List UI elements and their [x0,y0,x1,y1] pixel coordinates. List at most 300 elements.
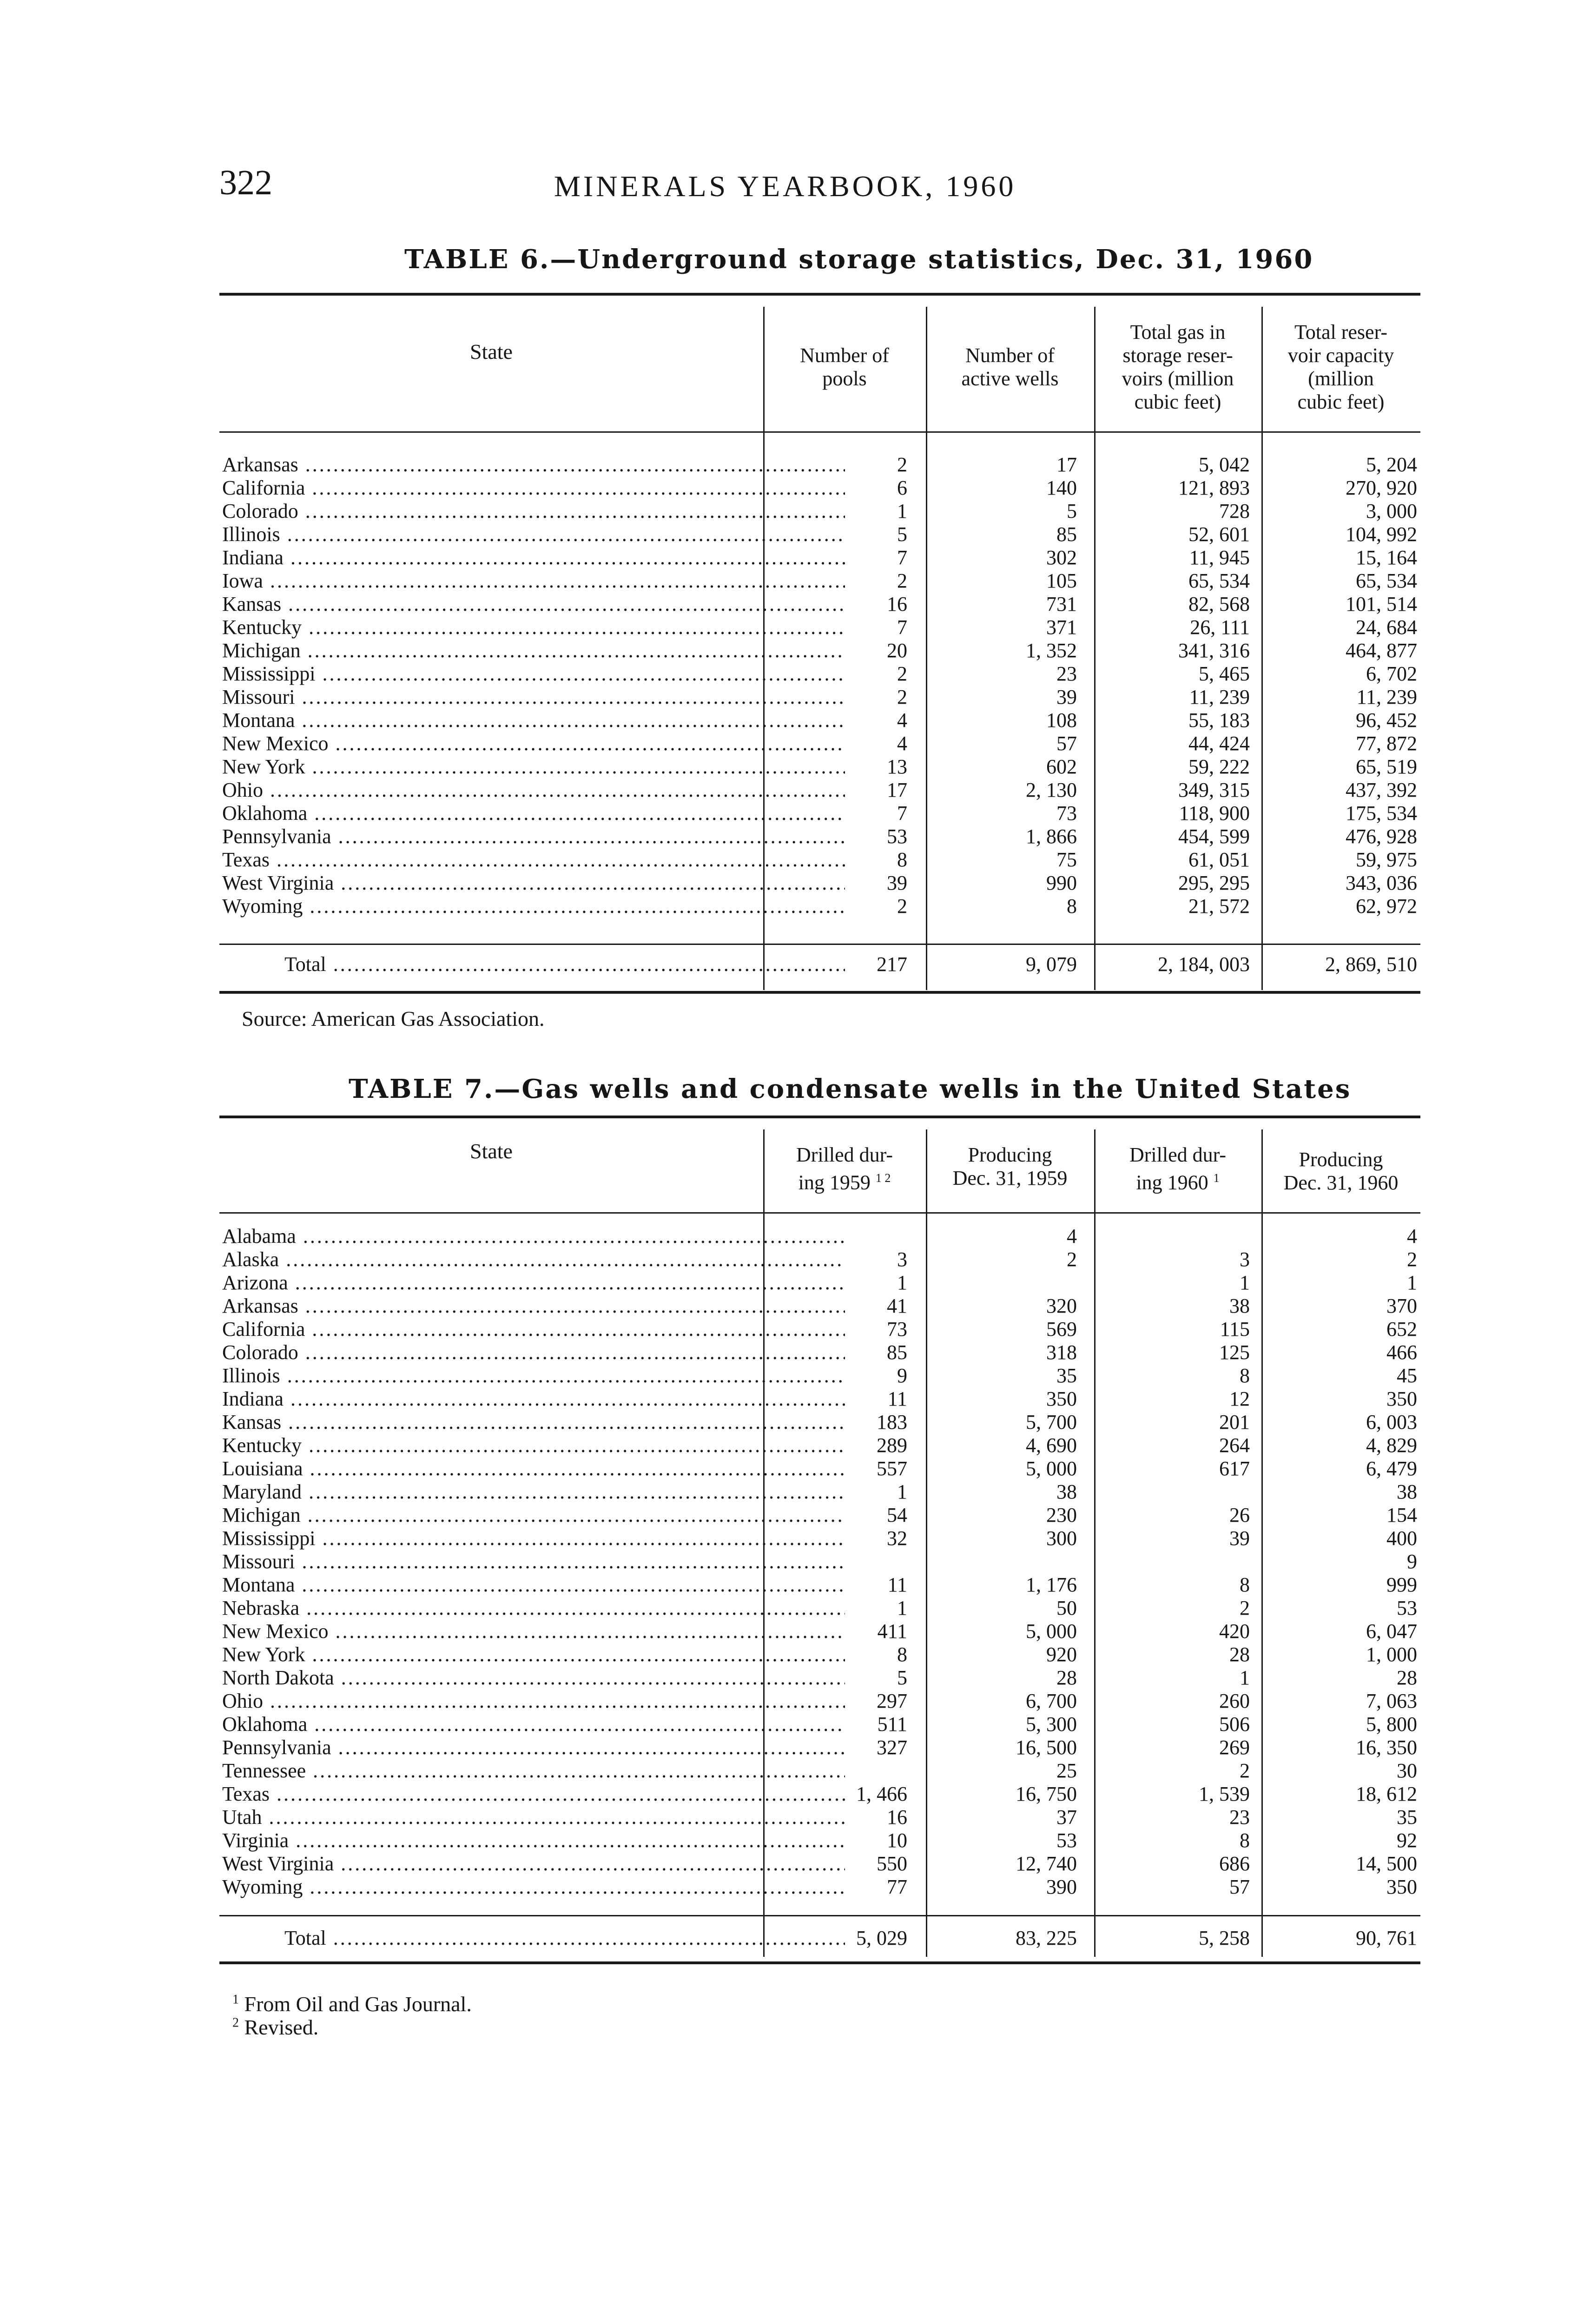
table-cell: 2 [897,569,907,592]
table-cell: 77 [887,1875,907,1898]
table-cell: 731 [1046,593,1077,615]
table-row [219,1736,1420,1759]
table-cell: 437, 392 [1346,779,1417,801]
header-line: active wells [961,367,1059,390]
state-name: Montana ..... [222,1573,845,1597]
state-name: Mississippi ..... [222,662,845,686]
table7-header-drilled-1960 [1094,1143,1261,1195]
table6-header-rule [219,431,1420,433]
table-cell: 6, 700 [1026,1690,1077,1712]
table-cell: 5, 042 [1199,453,1250,476]
table-cell: 59, 975 [1356,848,1417,871]
table-cell: 65, 534 [1356,569,1417,592]
table-cell: 728 [1219,500,1250,522]
table-cell: 8 [1240,1829,1250,1852]
header-line: Producing [968,1143,1052,1166]
state-name: Kansas ..... [222,593,845,616]
table-cell: 550 [877,1852,907,1875]
table-cell: 6, 479 [1366,1457,1417,1480]
table6-header-capacity [1261,321,1420,414]
header-line: (million [1308,367,1374,390]
table-cell: 39 [1056,686,1077,708]
table-cell: 5 [897,1666,907,1689]
footnote-1 [232,1992,472,2016]
table-cell: 2 [1240,1597,1250,1619]
table-row [219,1411,1420,1434]
table-cell: 14, 500 [1356,1852,1417,1875]
table-row [219,476,1420,500]
state-name: Oklahoma ..... [222,1713,845,1736]
state-name: Kentucky ..... [222,616,845,639]
total-cell: 90, 761 [1356,1927,1417,1949]
table-cell: 8 [897,1643,907,1666]
table-cell: 1 [1240,1666,1250,1689]
state-name: New Mexico ..... [222,732,845,755]
table-row [219,755,1420,779]
total-cell: 2, 184, 003 [1158,953,1250,976]
table-cell: 16, 750 [1016,1783,1077,1805]
table-cell: 59, 222 [1188,755,1250,778]
table-cell: 1, 352 [1026,639,1077,662]
table-cell: 476, 928 [1346,825,1417,848]
header-line: Producing [1299,1148,1383,1171]
table-cell: 23 [1056,662,1077,685]
table-cell: 999 [1386,1573,1417,1596]
table-cell: 41 [887,1294,907,1317]
table-cell: 73 [1056,802,1077,825]
table-row [219,1713,1420,1736]
table-cell: 52, 601 [1188,523,1250,546]
table-cell: 85 [1056,523,1077,546]
table-cell: 4 [1407,1225,1417,1248]
table7-header-drilled-1959 [763,1143,926,1195]
table-cell: 569 [1046,1318,1077,1340]
table-cell: 101, 514 [1346,593,1417,615]
table-cell: 5 [1067,500,1077,522]
state-name: Texas ..... [222,1783,845,1806]
table-cell: 2 [897,453,907,476]
table-cell: 920 [1046,1643,1077,1666]
table-cell: 5 [897,523,907,546]
table-cell: 390 [1046,1875,1077,1898]
table-cell: 411 [877,1620,907,1643]
table-cell: 297 [877,1690,907,1712]
table-row [219,1829,1420,1852]
state-name: Arkansas ..... [222,1294,845,1318]
table-cell: 7, 063 [1366,1690,1417,1712]
table-cell: 6 [897,476,907,499]
table-cell: 20 [887,639,907,662]
table-row [219,1341,1420,1364]
table-row [219,1387,1420,1411]
header-line: Total reser- [1294,321,1388,343]
table-cell: 44, 424 [1188,732,1250,755]
table-cell: 105 [1046,569,1077,592]
state-name: West Virginia ..... [222,872,845,895]
table-cell: 343, 036 [1346,872,1417,894]
table-cell: 65, 534 [1188,569,1250,592]
table-cell: 350 [1386,1387,1417,1410]
table-cell: 39 [1229,1527,1250,1550]
table-cell: 1, 539 [1199,1783,1250,1805]
table-cell: 289 [877,1434,907,1457]
state-name: Ohio ..... [222,779,845,802]
table-cell: 11, 239 [1356,686,1417,708]
state-name: Arkansas ..... [222,453,845,476]
table-cell: 349, 315 [1178,779,1250,801]
running-title: MINERALS YEARBOOK, 1960 [554,170,1016,203]
state-name: Texas ..... [222,848,845,872]
page-number: 322 [219,163,272,202]
table-row [219,1759,1420,1783]
table-cell: 2 [897,662,907,685]
table-row [219,1318,1420,1341]
state-name: Wyoming ..... [222,1875,845,1899]
table-cell: 1, 176 [1026,1573,1077,1596]
table-cell: 77, 872 [1356,732,1417,755]
header-line: pools [822,367,867,390]
table-cell: 400 [1386,1527,1417,1550]
table-cell: 50 [1056,1597,1077,1619]
table-cell: 26 [1229,1504,1250,1526]
table-cell: 269 [1219,1736,1250,1759]
state-name: Wyoming ..... [222,895,845,918]
state-name: Colorado ..... [222,500,845,523]
total-label: Total ..... [284,953,845,976]
footnote-text: Revised. [244,2015,319,2039]
table-cell: 73 [887,1318,907,1340]
state-name: Utah ..... [222,1806,845,1829]
table-cell: 6, 702 [1366,662,1417,685]
table7 [219,1116,1420,1975]
state-name: Tennessee ..... [222,1759,845,1783]
state-name: Michigan ..... [222,1504,845,1527]
table6-header-wells [926,344,1094,390]
table-cell: 371 [1046,616,1077,639]
table-cell: 38 [1056,1480,1077,1503]
table-cell: 16, 350 [1356,1736,1417,1759]
state-name: Illinois ..... [222,1364,845,1387]
table-row [219,1434,1420,1457]
table6-header-pools [763,344,926,390]
table6-total-row [219,953,1420,976]
table7-header-producing-1960 [1261,1148,1420,1195]
table7-header-rule [219,1212,1420,1214]
table-cell: 2 [1407,1248,1417,1271]
table-cell: 617 [1219,1457,1250,1480]
state-name: Iowa ..... [222,569,845,593]
footnote-marker: 1 [1213,1171,1220,1185]
table-cell: 140 [1046,476,1077,499]
table7-top-rule [219,1116,1420,1118]
table-row [219,453,1420,476]
table7-bottom-rule [219,1961,1420,1964]
table-cell: 38 [1397,1480,1417,1503]
table-cell: 8 [1240,1364,1250,1387]
table-cell: 12, 740 [1016,1852,1077,1875]
table-row [219,802,1420,825]
state-name: Louisiana ..... [222,1457,845,1480]
table-row [219,1620,1420,1643]
table-cell: 1, 866 [1026,825,1077,848]
table-cell: 341, 316 [1178,639,1250,662]
table-cell: 85 [887,1341,907,1364]
table-cell: 54 [887,1504,907,1526]
table-cell: 16, 500 [1016,1736,1077,1759]
total-cell: 217 [877,953,907,976]
header-line: voir capacity [1287,344,1394,367]
table-cell: 990 [1046,872,1077,894]
table7-title: TABLE 7.—Gas wells and condensate wells in the United States [349,1074,1352,1104]
header-line: storage reser- [1122,344,1233,367]
table-cell: 1 [1407,1271,1417,1294]
table-cell: 5, 465 [1199,662,1250,685]
table-cell: 5, 700 [1026,1411,1077,1433]
table-cell: 686 [1219,1852,1250,1875]
table-cell: 17 [1056,453,1077,476]
table-row [219,546,1420,569]
table-cell: 1 [1240,1271,1250,1294]
table-cell: 4 [897,709,907,732]
table-cell: 264 [1219,1434,1250,1457]
table-row [219,1248,1420,1271]
table-cell: 3, 000 [1366,500,1417,522]
table-row [219,523,1420,546]
table-row [219,500,1420,523]
table-cell: 9 [897,1364,907,1387]
table-cell: 327 [877,1736,907,1759]
table-cell: 7 [897,546,907,569]
table-cell: 9 [1407,1550,1417,1573]
header-text: ing 1959 [798,1171,871,1194]
table-cell: 4 [1067,1225,1077,1248]
state-name: Nebraska ..... [222,1597,845,1620]
state-name: Pennsylvania ..... [222,1736,845,1759]
table-cell: 320 [1046,1294,1077,1317]
table-row [219,1806,1420,1829]
total-cell: 5, 029 [856,1927,907,1949]
header-line: Drilled dur- [1129,1143,1227,1166]
table-cell: 11, 239 [1189,686,1250,708]
table-row [219,593,1420,616]
table-cell: 466 [1386,1341,1417,1364]
table-cell: 37 [1056,1806,1077,1829]
table-row [219,1504,1420,1527]
table-cell: 183 [877,1411,907,1433]
table-cell: 464, 877 [1346,639,1417,662]
table-row [219,779,1420,802]
table-cell: 7 [897,802,907,825]
state-name: Alaska ..... [222,1248,845,1271]
table-cell: 175, 534 [1346,802,1417,825]
table-cell: 21, 572 [1188,895,1250,918]
table-row [219,1294,1420,1318]
table-cell: 12 [1229,1387,1250,1410]
table-cell: 2 [897,895,907,918]
table-cell: 65, 519 [1356,755,1417,778]
table6-header-gas [1094,321,1261,414]
table-cell: 4, 690 [1026,1434,1077,1457]
table-cell: 1 [897,1480,907,1503]
table-cell: 201 [1219,1411,1250,1433]
table-cell: 23 [1229,1806,1250,1829]
table-cell: 35 [1056,1364,1077,1387]
table-cell: 7 [897,616,907,639]
total-cell: 2, 869, 510 [1325,953,1417,976]
table-row [219,1643,1420,1666]
table-cell: 5, 000 [1026,1457,1077,1480]
table-row [219,709,1420,732]
table-cell: 2 [897,686,907,708]
table-cell: 370 [1386,1294,1417,1317]
table-cell: 3 [897,1248,907,1271]
table-cell: 28 [1397,1666,1417,1689]
table-row [219,616,1420,639]
table-cell: 230 [1046,1504,1077,1526]
table-cell: 454, 599 [1178,825,1250,848]
table-row [219,1573,1420,1597]
table-cell: 57 [1229,1875,1250,1898]
state-name: Montana ..... [222,709,845,732]
table7-header-state: State [470,1139,513,1163]
state-name: New York ..... [222,755,845,779]
table-cell: 5, 000 [1026,1620,1077,1643]
table-cell: 5, 204 [1366,453,1417,476]
table-row [219,1783,1420,1806]
footnote-2 [232,2015,318,2040]
state-name: New Mexico ..... [222,1620,845,1643]
state-name: Oklahoma ..... [222,802,845,825]
table-cell: 6, 047 [1366,1620,1417,1643]
table-cell: 28 [1056,1666,1077,1689]
table-cell: 3 [1240,1248,1250,1271]
table-cell: 4 [897,732,907,755]
table-cell: 92 [1397,1829,1417,1852]
table-cell: 55, 183 [1188,709,1250,732]
table6 [219,293,1420,999]
table-row [219,1271,1420,1294]
footnote-marker: 1 [232,1992,239,2007]
table7-header-producing-1959 [926,1143,1094,1190]
state-name: North Dakota ..... [222,1666,845,1690]
table-cell: 53 [887,825,907,848]
table-cell: 104, 992 [1346,523,1417,546]
table-cell: 6, 003 [1366,1411,1417,1433]
table-cell: 652 [1386,1318,1417,1340]
table-row [219,1225,1420,1248]
table-cell: 350 [1046,1387,1077,1410]
table-cell: 45 [1397,1364,1417,1387]
table-cell: 270, 920 [1346,476,1417,499]
table-cell: 511 [877,1713,907,1736]
state-name: Indiana ..... [222,546,845,569]
state-name: New York ..... [222,1643,845,1666]
table-cell: 30 [1397,1759,1417,1782]
table-cell: 8 [897,848,907,871]
table-row [219,1527,1420,1550]
table-cell: 118, 900 [1179,802,1250,825]
table-cell: 108 [1046,709,1077,732]
table-cell: 506 [1219,1713,1250,1736]
header-line: cubic feet) [1297,390,1385,413]
table-row [219,732,1420,755]
table6-top-rule [219,293,1420,296]
header-line [763,1167,926,1195]
footnote-text: From Oil and Gas Journal. [244,1992,472,2016]
table-cell: 302 [1046,546,1077,569]
table-cell: 11 [887,1387,907,1410]
table-cell: 295, 295 [1178,872,1250,894]
table-cell: 8 [1240,1573,1250,1596]
header-line: Dec. 31, 1959 [952,1167,1068,1189]
table-cell: 15, 164 [1356,546,1417,569]
table-cell: 5, 800 [1366,1713,1417,1736]
table-cell: 602 [1046,755,1077,778]
header-line: voirs (million [1122,367,1234,390]
table-row [219,1550,1420,1573]
table-row [219,1690,1420,1713]
state-name: Michigan ..... [222,639,845,662]
table-cell: 125 [1219,1341,1250,1364]
state-name: West Virginia ..... [222,1852,845,1875]
table-cell: 24, 684 [1356,616,1417,639]
table-cell: 260 [1219,1690,1250,1712]
table-cell: 2 [1067,1248,1077,1271]
table-cell: 13 [887,755,907,778]
state-name: Ohio ..... [222,1690,845,1713]
table-cell: 38 [1229,1294,1250,1317]
table-cell: 4, 829 [1366,1434,1417,1457]
state-name: Missouri ..... [222,686,845,709]
table-cell: 25 [1056,1759,1077,1782]
table-cell: 53 [1056,1829,1077,1852]
header-line: Dec. 31, 1960 [1283,1171,1399,1194]
table-cell: 121, 893 [1178,476,1250,499]
table-cell: 115 [1220,1318,1250,1340]
table7-total-row [219,1927,1420,1950]
table-cell: 2 [1240,1759,1250,1782]
state-name: California ..... [222,1318,845,1341]
state-name: Kansas ..... [222,1411,845,1434]
table-cell: 28 [1229,1643,1250,1666]
table-row [219,872,1420,895]
total-cell: 9, 079 [1026,953,1077,976]
table-row [219,1364,1420,1387]
table6-total-rule [219,944,1420,945]
table-row [219,662,1420,686]
header-line: Number of [965,344,1055,367]
table-cell: 1 [897,1597,907,1619]
state-name: Maryland ..... [222,1480,845,1504]
table-cell: 8 [1067,895,1077,918]
table-cell: 75 [1056,848,1077,871]
table-cell: 16 [887,1806,907,1829]
table-row [219,825,1420,848]
state-name: Mississippi ..... [222,1527,845,1550]
table7-total-rule [219,1915,1420,1916]
header-line: Number of [800,344,889,367]
footnote-marker: 1 2 [875,1171,891,1185]
state-name: Arizona ..... [222,1271,845,1294]
table-cell: 1, 466 [856,1783,907,1805]
table-row [219,686,1420,709]
table-cell: 11 [887,1573,907,1596]
table-row [219,1666,1420,1690]
table-cell: 35 [1397,1806,1417,1829]
table-cell: 350 [1386,1875,1417,1898]
state-name: Colorado ..... [222,1341,845,1364]
header-line [1094,1167,1261,1195]
